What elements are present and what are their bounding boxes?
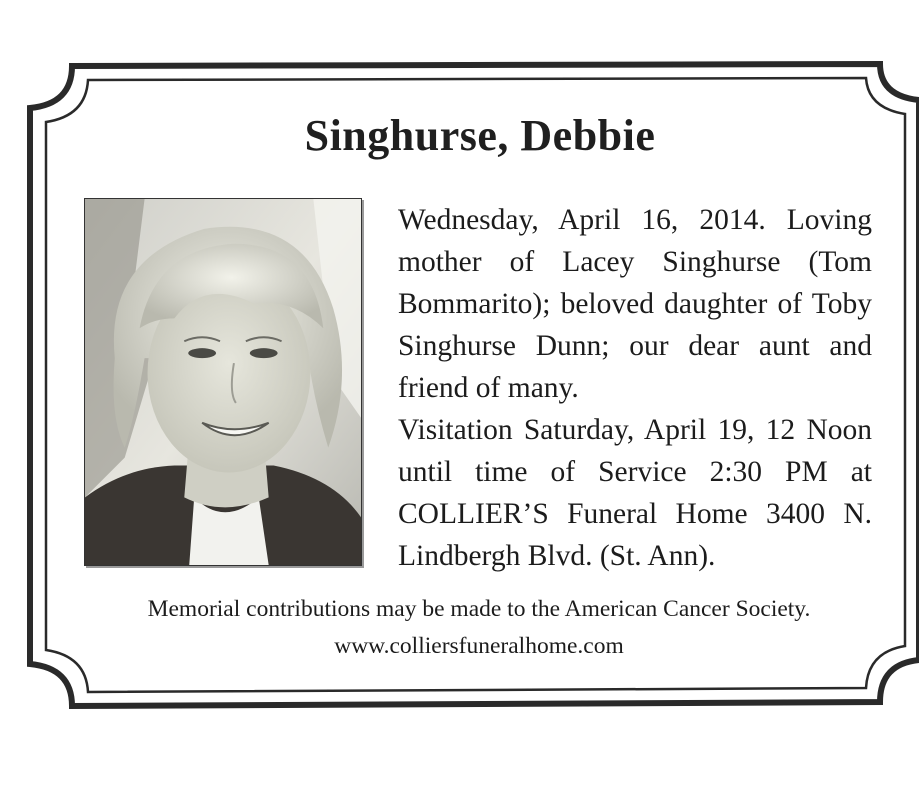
funeral-home-website: www.colliersfuneralhome.com	[334, 633, 624, 659]
portrait-photo-icon	[85, 199, 361, 565]
obituary-paragraph-family: Wednesday, April 16, 2014. Loving mother of Lacey Singhurse (Tom Bommarito); beloved daughter of Toby Singhurse Dunn; our dear aunt and friend of many.	[398, 204, 872, 404]
obituary-body	[398, 199, 872, 577]
memorial-contributions-note: Memorial contributions may be made to the American Cancer Society.	[147, 596, 811, 622]
portrait-photo	[84, 198, 362, 566]
obituary-paragraph-visitation: Visitation Saturday, April 19, 12 Noon until time of Service 2:30 PM at COLLIER’S Funeral Home 3400 N. Lindbergh Blvd. (St. Ann).	[398, 414, 872, 572]
obituary-name: Singhurse, Debbie	[304, 111, 656, 160]
